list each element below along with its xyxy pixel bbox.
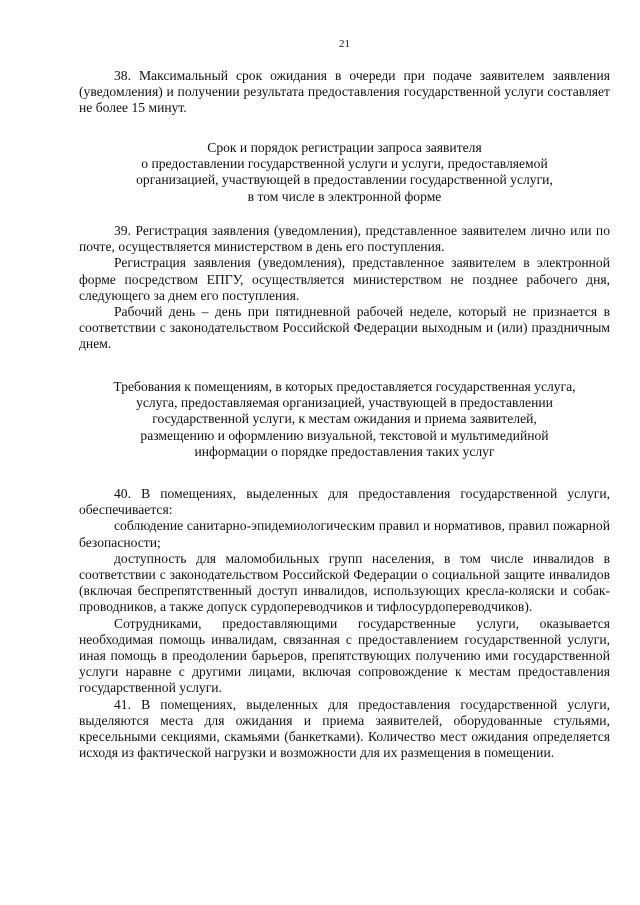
heading-line: услуга, предоставляемая организацией, участвующей в предоставлении xyxy=(136,395,553,411)
heading-line: информации о порядке предоставления таких услуг xyxy=(194,443,495,459)
heading-line: государственной услуги, к местам ожидания и приема заявителей, xyxy=(152,411,537,427)
registration-section xyxy=(79,223,610,353)
paragraph-40-accessibility: доступность для маломобильных групп населения, в том числе инвалидов в соответствии с законодательством Российской Федерации о социальной защите инвалидов (включая беспрепятственный доступ инвалидов, использующих кресла-коляски и собак-проводников, а также допуск сурдопереводчиков и тифлосурдопереводчиков). xyxy=(79,550,610,615)
heading-line: Требования к помещениям, в которых предоставляется государственная услуга, xyxy=(113,379,576,394)
paragraph-39-electronic: Регистрация заявления (уведомления), представленное заявителем в электронной форме посредством ЕПГУ, осуществляется министерством не позднее рабочего дня, следующего за днем его поступления. xyxy=(79,255,610,303)
paragraph-40-sanitary: соблюдение санитарно-эпидемиологическим правил и нормативов, правил пожарной безопасности; xyxy=(79,518,610,550)
section-heading-premises xyxy=(79,379,610,460)
section-heading-registration xyxy=(79,140,610,205)
paragraph-38: 38. Максимальный срок ожидания в очереди при подаче заявителем заявления (уведомления) и получении результата предоставления государственной услуги составляет не более 15 минут. xyxy=(79,68,610,116)
premises-section xyxy=(79,486,610,761)
heading-line: размещению и оформлению визуальной, текстовой и мультимедийной xyxy=(140,427,549,443)
heading-line: в том числе в электронной форме xyxy=(247,188,442,204)
paragraph-40: 40. В помещениях, выделенных для предоставления государственной услуги, обеспечивается: xyxy=(79,486,610,518)
page-number: 21 xyxy=(339,38,350,50)
heading-line: Срок и порядок регистрации запроса заявителя xyxy=(207,140,482,155)
heading-line: организацией, участвующей в предоставлении государственной услуги, xyxy=(136,172,553,188)
heading-line: о предоставлении государственной услуги и услуги, предоставляемой xyxy=(141,156,548,172)
paragraph-41: 41. В помещениях, выделенных для предоставления государственной услуги, выделяются места для ожидания и приема заявителей, оборудованные стульями, кресельными секциями, скамьями (банкетками). Количество мест ожидания определяется исходя из фактической нагрузки и возможности для их размещения в помещении. xyxy=(79,696,610,761)
paragraph-39: 39. Регистрация заявления (уведомления), представленное заявителем лично или по почте, осуществляется министерством в день его поступления. xyxy=(79,223,610,255)
paragraph-39-working-day: Рабочий день – день при пятидневной рабочей неделе, который не признается в соответствии с законодательством Российской Федерации выходным и (или) праздничным днем. xyxy=(79,304,610,352)
paragraph-40-assistance: Сотрудниками, предоставляющими государственные услуги, оказывается необходимая помощь инвалидам, связанная с предоставлением государственной услуги, иная помощь в преодолении барьеров, препятствующих получению ими государственной услуги наравне с другими лицами, включая сопровождение к местам предоставления государственной услуги. xyxy=(79,615,610,696)
